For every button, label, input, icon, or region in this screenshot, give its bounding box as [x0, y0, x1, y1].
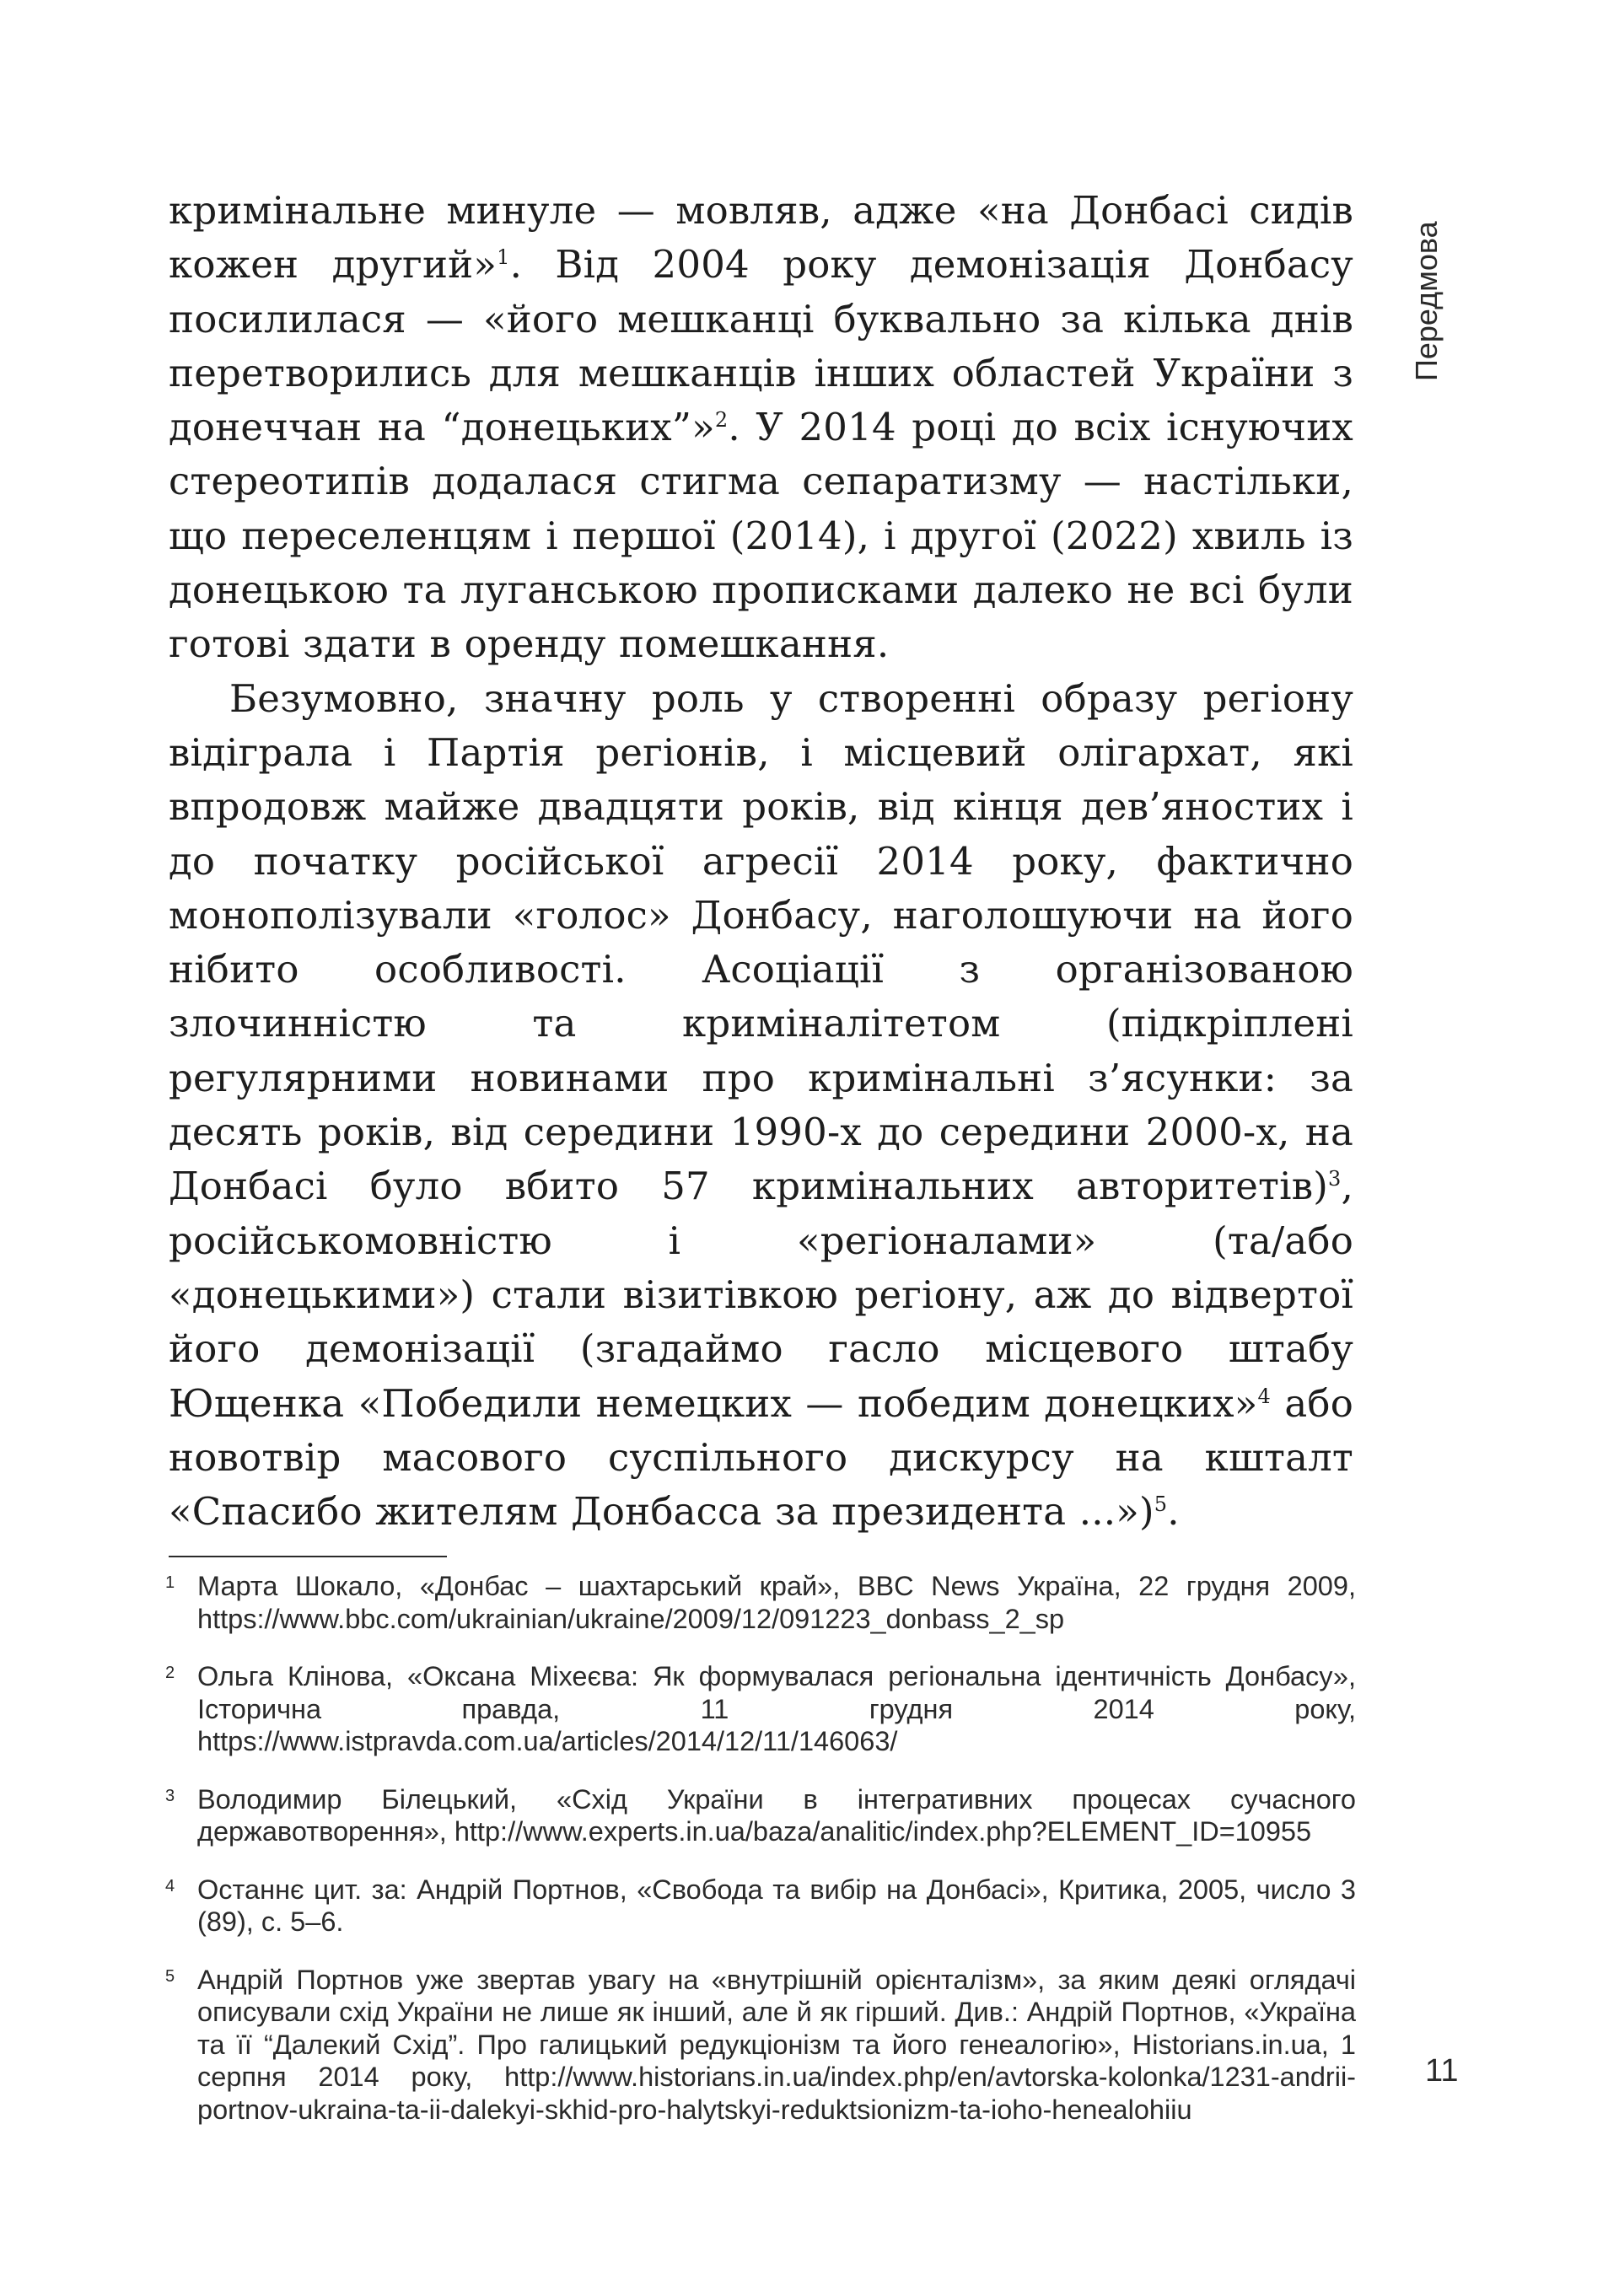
- footnote-3: [165, 1783, 1356, 1848]
- footnote-ref-3: 3: [1328, 1167, 1342, 1191]
- footnote-number: 5: [165, 1966, 175, 1986]
- running-head: [1404, 196, 1455, 415]
- footnote-number: 1: [165, 1573, 175, 1592]
- footnote-text: Ольга Клінова, «Оксана Міхеєва: Як формувалася регіональна ідентичність Донбасу», Історична правда, 11 грудня 2014 року, https://www.istpravda.com.ua/articles/2014/12/11/146063/: [197, 1661, 1356, 1756]
- footnote-ref-1: 1: [497, 245, 510, 270]
- footnote-text: Останнє цит. за: Андрій Портнов, «Свобода та вибір на Донбасі», Критика, 2005, число 3 (89), с. 5–6.: [197, 1874, 1356, 1937]
- footnote-separator: [169, 1556, 447, 1557]
- footnote-1: [165, 1570, 1356, 1635]
- footnotes: [165, 1570, 1356, 2151]
- running-head-text: Передмова: [1409, 221, 1444, 381]
- paragraph-1: [169, 184, 1353, 672]
- footnote-text: Володимир Білецький, «Схід України в інтегративних процесах сучасного державотворення», http://www.experts.in.ua/baza/analitic/index.php?ELEMENT_ID=10955: [197, 1783, 1356, 1847]
- footnote-text: Андрій Портнов уже звертав увагу на «внутрішній орієнталізм», за яким деякі оглядачі описували схід України не лише як інший, але й як гірший. Див.: Андрій Портнов, «Україна та її “Далекий Схід”. Про галицький редукціонізм та його генеалогію», Historians.in.ua, 1 серпня 2014 року, http://www.historians.in.ua/index.php/en/avtorska-kolonka/1231-andrii-portnov-ukraina-ta-ii-dalekyi-skhid-pro-halytskyi-reduktsionizm-ta-ioho-henealohiiu: [197, 1964, 1356, 2125]
- footnote-2: [165, 1660, 1356, 1758]
- paragraph-text: , російськомовністю і «регіоналами» (та/або «донецькими») стали візитівкою регіону, аж до відвертої його демонізації (згадаймо гасло місцевого штабу Ющенка «Победили немецких — победим донецких»: [169, 1164, 1353, 1426]
- main-text: [169, 184, 1353, 1539]
- footnote-number: 4: [165, 1876, 175, 1895]
- paragraph-text: . Від 2004 року демонізація Донбасу посилилася — «його мешканці буквально за кілька днів перетворились для мешканців інших областей України з донеччан на “донецьких”»: [169, 242, 1353, 450]
- footnote-text: Марта Шокало, «Донбас – шахтарський край», BBC News Україна, 22 грудня 2009, https://www.bbc.com/ukrainian/ukraine/2009/12/091223_donbass_2_sp: [197, 1571, 1356, 1634]
- footnote-number: 3: [165, 1786, 175, 1805]
- paragraph-text: Безумовно, значну роль у створенні образу регіону відіграла і Партія регіонів, і місцевий олігархат, які впродовж майже двадцяти років, від кінця дев’яностих і до початку російської агресії 2014 року, фактично монополізували «голос» Донбасу, наголошуючи на його нібито особливості. Асоціації з організованою злочинністю та криміналітетом (підкріплені регулярними новинами про кримінальні з’ясунки: за десять років, від середини 1990-х до середини 2000-х, на Донбасі було вбито 57 кримінальних авторитетів): [169, 675, 1353, 1209]
- footnote-5: [165, 1964, 1356, 2127]
- paragraph-text: .: [1167, 1489, 1180, 1535]
- paragraph-text: . У 2014 році до всіх існуючих стереотипів додалася стигма сепаратизму — настільки, що переселенцям і першої (2014), і другої (2022) хвиль із донецькою та луганською прописками далеко не всі були готові здати в оренду помешкання.: [169, 405, 1353, 667]
- paragraph-text: кримінальне минуле — мовляв, адже «на Донбасі сидів кожен другий»: [169, 188, 1353, 288]
- footnote-4: [165, 1874, 1356, 1938]
- paragraph-2: [169, 672, 1353, 1540]
- paragraph-text: або новотвір масового суспільного дискурсу на кшталт «Спасибо жителям Донбасса за президента ...»): [169, 1380, 1353, 1535]
- footnote-ref-5: 5: [1154, 1492, 1168, 1517]
- page-number: 11: [1425, 2053, 1459, 2089]
- footnote-ref-4: 4: [1257, 1384, 1271, 1408]
- footnote-number: 2: [165, 1664, 175, 1682]
- footnote-ref-2: 2: [714, 408, 729, 433]
